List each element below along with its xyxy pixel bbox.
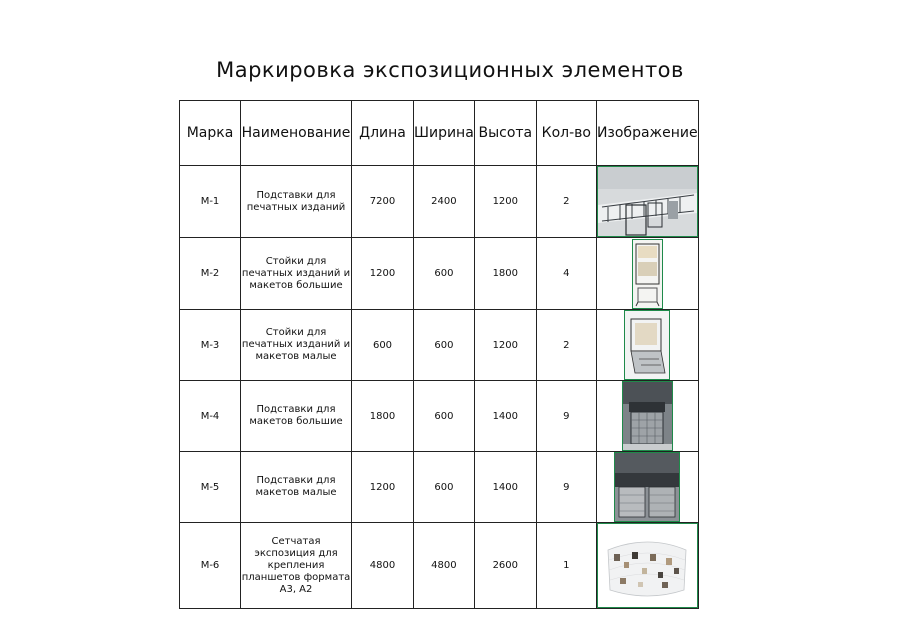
cell-length: 1200 [352,452,414,523]
cell-name: Подставки для печатных изданий [241,166,352,238]
cell-qty: 9 [536,381,596,452]
tall-mesh-rack-icon [632,239,663,309]
long-display-stand-icon [597,166,698,237]
header-mark: Марка [180,101,241,166]
cell-height: 1200 [474,166,536,238]
cell-length: 1800 [352,381,414,452]
cell-image [596,166,698,238]
cell-height: 1400 [474,381,536,452]
table-row [180,238,699,310]
cell-qty: 2 [536,166,596,238]
cell-height: 2600 [474,523,536,609]
cell-width: 600 [414,381,475,452]
model-stand-large-icon [622,381,673,451]
cell-length: 600 [352,310,414,381]
table-row [180,166,699,238]
cell-name: Подставки для макетов большие [241,381,352,452]
cell-length: 4800 [352,523,414,609]
cell-mark: М-4 [180,381,241,452]
cell-mark: М-2 [180,238,241,310]
header-width: Ширина [414,101,475,166]
cell-mark: М-5 [180,452,241,523]
table-row [180,310,699,381]
cell-width: 600 [414,452,475,523]
cell-width: 600 [414,238,475,310]
cell-image [596,310,698,381]
cell-length: 1200 [352,238,414,310]
cell-name: Сетчатая экспозиция для крепления планшетов формата А3, А2 [241,523,352,609]
header-length: Длина [352,101,414,166]
cell-image [596,523,698,609]
cell-mark: М-6 [180,523,241,609]
cell-qty: 9 [536,452,596,523]
table-header-row [180,101,699,166]
cell-width: 2400 [414,166,475,238]
cell-image [596,238,698,310]
header-qty: Кол-во [536,101,596,166]
cell-mark: М-1 [180,166,241,238]
table-row [180,381,699,452]
table-row [180,523,699,609]
cell-width: 600 [414,310,475,381]
cell-name: Подставки для макетов малые [241,452,352,523]
table-row [180,452,699,523]
header-height: Высота [474,101,536,166]
cell-width: 4800 [414,523,475,609]
header-name: Наименование [241,101,352,166]
cell-qty: 1 [536,523,596,609]
cell-qty: 2 [536,310,596,381]
cell-image [596,381,698,452]
cell-name: Стойки для печатных изданий и макетов малые [241,310,352,381]
cell-qty: 4 [536,238,596,310]
cell-length: 7200 [352,166,414,238]
small-mesh-rack-icon [624,310,670,380]
model-stand-small-icon [614,452,680,522]
cell-height: 1800 [474,238,536,310]
cell-name: Стойки для печатных изданий и макетов большие [241,238,352,310]
elements-table [179,100,699,609]
curved-mesh-wall-icon [597,523,698,608]
header-image: Изображение [596,101,698,166]
cell-image [596,452,698,523]
cell-height: 1200 [474,310,536,381]
page-title: Маркировка экспозиционных элементов [216,58,684,82]
cell-height: 1400 [474,452,536,523]
cell-mark: М-3 [180,310,241,381]
